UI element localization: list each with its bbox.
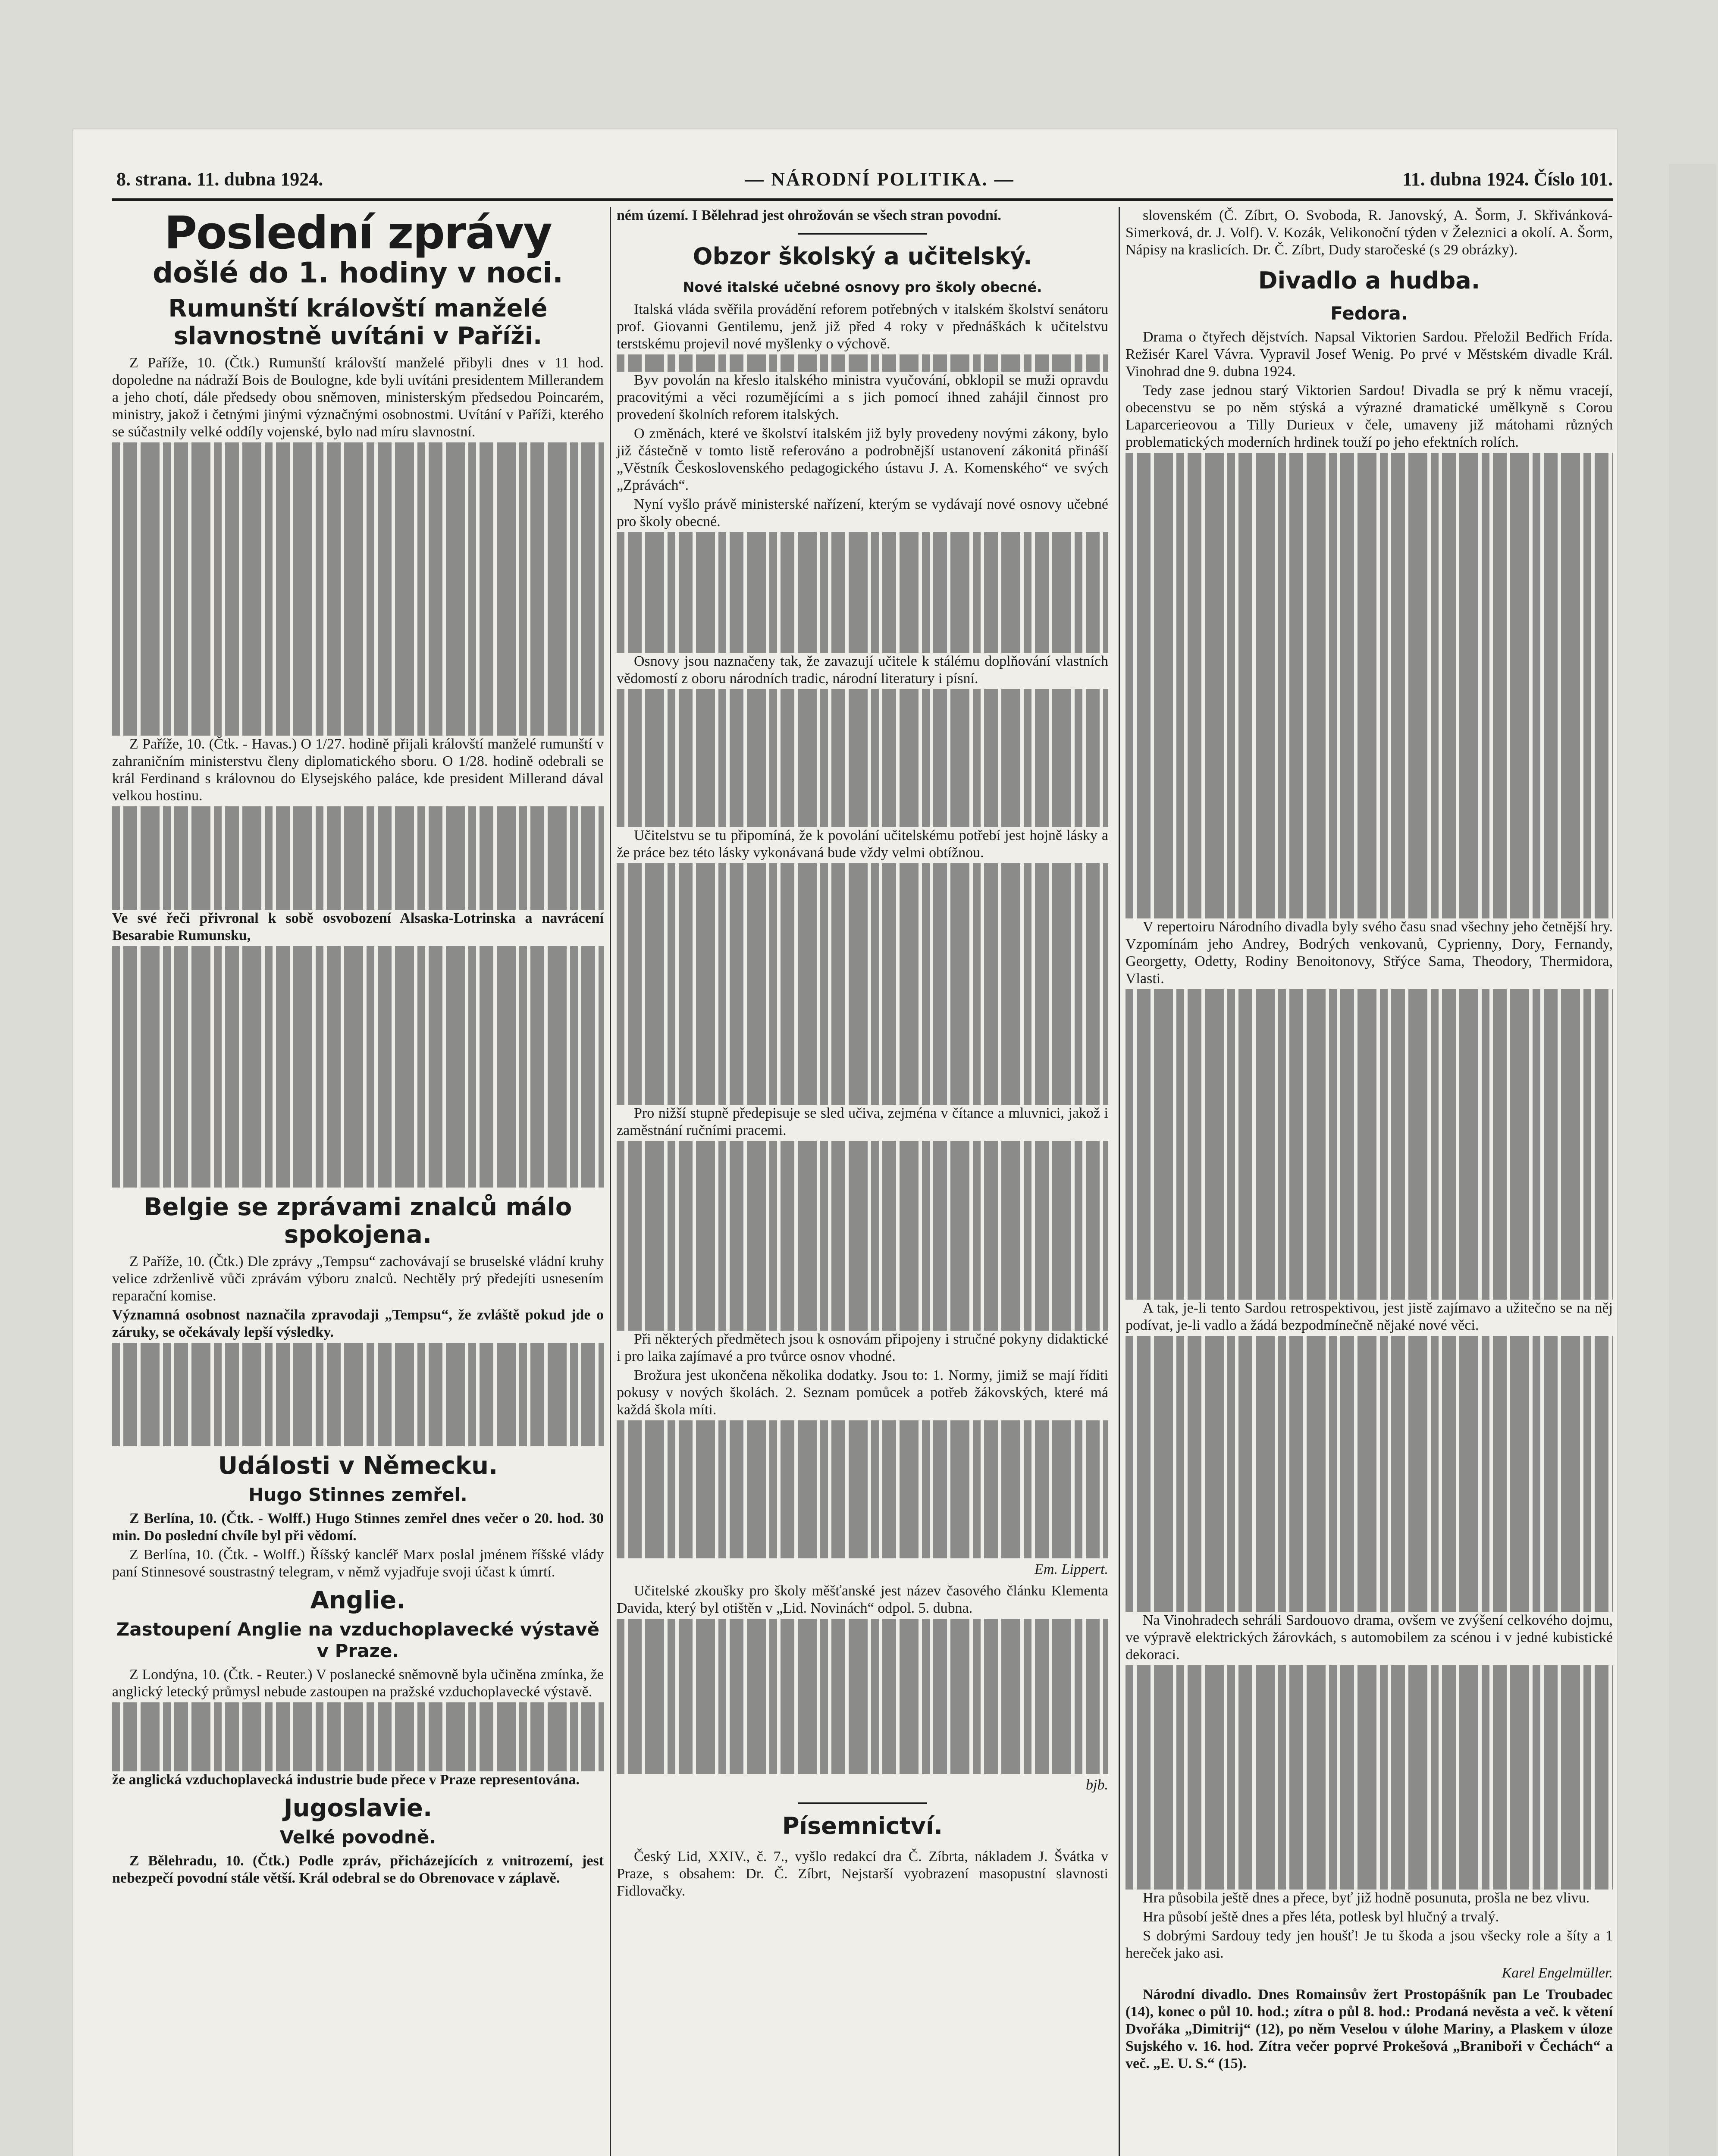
article-bold-passage: Významná osobnost naznačila zpravodaji „Tempsu“, že zvláště pokud jde o záruky, se očekávaly lepší výsledky. [112, 1307, 604, 1340]
text-block [1125, 453, 1613, 918]
section-rule [798, 233, 927, 235]
article-bold-passage: Ve své řeči přivronal k sobě osvobození Alsaska-Lotrinska a navrácení Besarabie Rumunsku, [112, 910, 604, 943]
article-paragraph: Z Berlína, 10. (Čtk. - Wolff.) Hugo Stinnes zemřel dnes večer o 20. hod. 30 min. Do poslední chvíle byl při vědomí. [112, 1510, 604, 1544]
author-signature: bjb. [1086, 1777, 1108, 1793]
article-title: Belgie se zprávami znalců málo spokojena. [144, 1193, 572, 1249]
continued-text: slovenském (Č. Zíbrt, O. Svoboda, R. Janovský, A. Šorm, J. Skřivánková-Simerková, dr. J. Volf). V. Kozák, Velikonoční týden v Železnici a okolí. A. Šorm, Nápisy na kraslicích. Dr. Č. Zíbrt, Dudy staročeské (s 29 obrázky). [1125, 207, 1613, 258]
article-paragraph: Z Paříže, 10. (Čtk. - Havas.) O 1/27. hodině přijali královští manželé rumunští v zahraničním ministerstvu členy diplomatického sboru. O 1/28. hodině odebrali se král Ferdinand s královnou do Elysejského paláce, kde president Millerand dával velkou hostinu. [112, 736, 604, 804]
column-separator [610, 207, 611, 2156]
author-signature: Karel Engelmüller. [1502, 1965, 1613, 1981]
article-paragraph: Učitelstvu se tu připomíná, že k povolání učitelskému potřebí jest hojně lásky a že práce bez této lásky vykonávaná bude vždy velmi obtížnou. [617, 827, 1108, 861]
article-paragraph: S dobrými Sardouy tedy jen houšť! Je tu škoda a jsou všecky role a šíty a 1 hereček jako asi. [1125, 1928, 1613, 1961]
column-school [617, 207, 1108, 1902]
text-block [112, 946, 604, 1188]
article-paragraph: Český Lid, XXIV., č. 7., vyšlo redakcí dra Č. Zíbrta, nákladem J. Švátka v Praze, s obsahem: Dr. Č. Zíbrt, Nejstarší vyobrazení masopustní slavnosti Fidlovačky. [617, 1849, 1108, 1899]
text-block [617, 1619, 1108, 1774]
article-paragraph: O změnách, které ve školství italském již byly provedeny novými zákony, bylo již částečně v tomto listě referováno a podrobnější ustanovení zákonitá přináší „Věstník Československého pedagogického ústavu J. A. Komenského“ ve svých „Zprávách“. [617, 426, 1108, 493]
text-block [1125, 1665, 1613, 1890]
article-title: Jugoslavie. [283, 1794, 433, 1822]
article-paragraph: Hra působila ještě dnes a přece, byť již hodně posunuta, prošla ne bez vlivu. [1143, 1890, 1590, 1906]
article-title: Rumunští královští manželé slavnostně uvítáni v Paříži. [168, 295, 548, 350]
article-paragraph: Učitelské zkoušky pro školy měšťanské jest název časového článku Klementa Davida, který byl otištěn v „Lid. Novinách“ odpol. 5. dubna. [617, 1583, 1108, 1616]
article-paragraph: Brožura jest ukončena několika dodatky. Jsou to: 1. Normy, jimiž se mají říditi pokusy v nových školách. 2. Seznam pomůcek a potřeb žákovských, které má každá škola míti. [617, 1367, 1108, 1418]
theatre-notice: Národní divadlo. Dnes Romainsův žert Prostopášník pan Le Troubadec (14), konec o půl 10. hod.; zítra o půl 8. hod.: Prodaná nevěsta a več. k větení Dvořáka „Dimitrij“ (12), po něm Veselou v úlohe Mariny, a Plaskem v úloze Sujského v. 16. hod. Zítra večer poprvé Prokešová „Braniboři v Čechách“ a več. „E. U. S.“ (15). [1125, 1987, 1613, 2071]
masthead-rule [112, 198, 1613, 201]
article-title: Události v Německu. [218, 1452, 498, 1480]
section-rule [798, 1802, 927, 1804]
article-paragraph: Pro nižší stupně předepisuje se sled učiva, zejména v čítance a mluvnici, jakož i zaměstnání ručními pracemi. [617, 1105, 1108, 1138]
article-paragraph: Hra působí ještě dnes a přes léta, potlesk byl hlučný a trvalý. [1143, 1909, 1499, 1925]
article-paragraph: Osnovy jsou naznačeny tak, že zavazují učitele k stálému doplňování vlastních vědomostí z oboru národních tradic, národní literatury i písní. [617, 653, 1108, 686]
text-block [617, 1141, 1108, 1331]
article-paragraph: Tedy zase jednou starý Viktorien Sardou! Divadla se prý k němu vracejí, obecenstvu se po něm stýská a výrazné dramatické umělkyně s Corou Laparcerieovou a Tilly Durieux v čele, umaveny již mátohami různých problematických moderních hrdinek touží po jeho efektních rolích. [1125, 382, 1613, 450]
text-block [617, 1420, 1108, 1558]
column-theatre [1125, 207, 1613, 2074]
article-lead: Nové italské učebné osnovy pro školy obecné. [683, 279, 1042, 295]
section-title: Písemnictví. [782, 1812, 943, 1839]
section-title: Divadlo a hudba. [1258, 267, 1480, 294]
text-block [112, 1343, 604, 1446]
article-paragraph: Na Vinohradech sehráli Sardouovo drama, ovšem ve zvýšení celkového dojmu, ve výpravě elektrických žárovkách, s automobilem za scénou i v jedné kubistické dekoraci. [1125, 1612, 1613, 1663]
author-signature: Em. Lippert. [1035, 1561, 1108, 1577]
article-paragraph: Z Paříže, 10. (Čtk.) Dle zprávy „Tempsu“ zachovávají se bruselské vládní kruhy velice zdrženlivě vůči zprávám výboru znalců. Nechtěly prý předejíti usnesením reparační komise. [112, 1253, 604, 1304]
column-news [112, 207, 604, 1889]
text-block [1125, 989, 1613, 1300]
article-subtitle: Hugo Stinnes zemřel. [248, 1484, 467, 1505]
section-subheadline: došlé do 1. hodiny v noci. [152, 256, 564, 289]
article-paragraph: Nyní vyšlo právě ministerské nařízení, kterým se vydávají nové osnovy učebné pro školy obecné. [617, 496, 1108, 530]
issue-number: 11. dubna 1924. Číslo 101. [1402, 169, 1613, 190]
article-paragraph: Byv povolán na křeslo italského ministra vyučování, obklopil se muži opravdu pracovitými a věci rozumějícími a s jich pomocí ihned zahájil činnost pro provedení školních reforem italských. [617, 372, 1108, 423]
section-title: Obzor školský a učitelský. [693, 243, 1032, 270]
text-block [617, 354, 1108, 372]
text-block [1125, 1336, 1613, 1612]
text-block [112, 1702, 604, 1771]
article-bold-passage: že anglická vzduchoplavecká industrie bude přece v Praze representována. [112, 1772, 580, 1788]
play-title: Fedora. [1330, 303, 1408, 324]
masthead [116, 164, 1613, 198]
page-number-date: 8. strana. 11. dubna 1924. [116, 169, 323, 190]
column-separator [1119, 207, 1120, 2156]
article-title: Anglie. [310, 1586, 406, 1614]
text-block [617, 689, 1108, 827]
adjacent-page-edge [1669, 164, 1716, 2156]
text-block [112, 442, 604, 736]
text-block [617, 863, 1108, 1105]
newspaper-title: — NÁRODNÍ POLITIKA. — [745, 169, 1015, 190]
continued-text: ném území. I Bělehrad jest ohrožován se všech stran povodní. [617, 207, 1001, 223]
article-paragraph: A tak, je-li tento Sardou retrospektivou, jest jistě zajímavo a užitečno se na něj podívat, je-li vadlo a žádá bezpodmínečně nějaké nové věci. [1125, 1300, 1613, 1333]
article-paragraph: Z Bělehradu, 10. (Čtk.) Podle zpráv, přicházejících z vnitrozemí, jest nebezpečí povodní stále větší. Král odebral se do Obrenovace v záplavě. [112, 1853, 604, 1886]
review-credits: Drama o čtyřech dějstvích. Napsal Viktorien Sardou. Přeložil Bedřich Frída. Režisér Karel Vávra. Vypravil Josef Wenig. Po prvé v Městském divadle Král. Vinohrad dne 9. dubna 1924. [1125, 329, 1613, 379]
newspaper-page [73, 129, 1617, 2156]
article-paragraph: Z Berlína, 10. (Čtk. - Wolff.) Říšský kancléř Marx poslal jménem říšské vlády paní Stinnesové soustrastný telegram, v němž vyjadřuje svoji účast k úmrtí. [112, 1547, 604, 1580]
article-subtitle: Zastoupení Anglie na vzduchoplavecké výstavě v Praze. [116, 1619, 600, 1661]
article-paragraph: Italská vláda svěřila provádění reforem potřebných v italském školství senátoru prof. Giovanni Gentilemu, jenž již před 4 roky v přednáškách k učitelstvu terstskému projevil nové myšlenky o výchově. [617, 301, 1108, 352]
article-paragraph: Při některých předmětech jsou k osnovám připojeny i stručné pokyny didaktické i pro laika zajímavé a pro tvůrce osnov vhodné. [617, 1331, 1108, 1364]
section-headline: Poslední zprávy [164, 207, 552, 259]
article-paragraph: Z Paříže, 10. (Čtk.) Rumunští královští manželé přibyli dnes v 11 hod. dopoledne na nádraží Bois de Boulogne, kde byli uvítáni presidentem Millerandem a jeho chotí, dále předsedy obou sněmoven, ministerským předsedou Poincarém, ministry, jakož i četnými jinými význačnými osobnostmi. Uvítání v Paříži, kterého se súčastnily velké oddíly vojenské, bylo nad míru slavnostní. [112, 355, 604, 440]
text-block [112, 806, 604, 910]
text-block [617, 532, 1108, 653]
article-subtitle: Velké povodně. [279, 1827, 436, 1848]
article-paragraph: Z Londýna, 10. (Čtk. - Reuter.) V poslanecké sněmovně byla učiněna zmínka, že anglický letecký průmysl nebude zastoupen na pražské vzduchoplavecké výstavě. [112, 1667, 604, 1700]
article-paragraph: V repertoiru Národního divadla byly svého času snad všechny jeho četnější hry. Vzpomínám jeho Andrey, Bodrých venkovanů, Cyprienny, Dory, Fernandy, Georgetty, Odetty, Rodiny Benoitonovy, Střýce Sama, Theodory, Thermidora, Vlasti. [1125, 919, 1613, 987]
